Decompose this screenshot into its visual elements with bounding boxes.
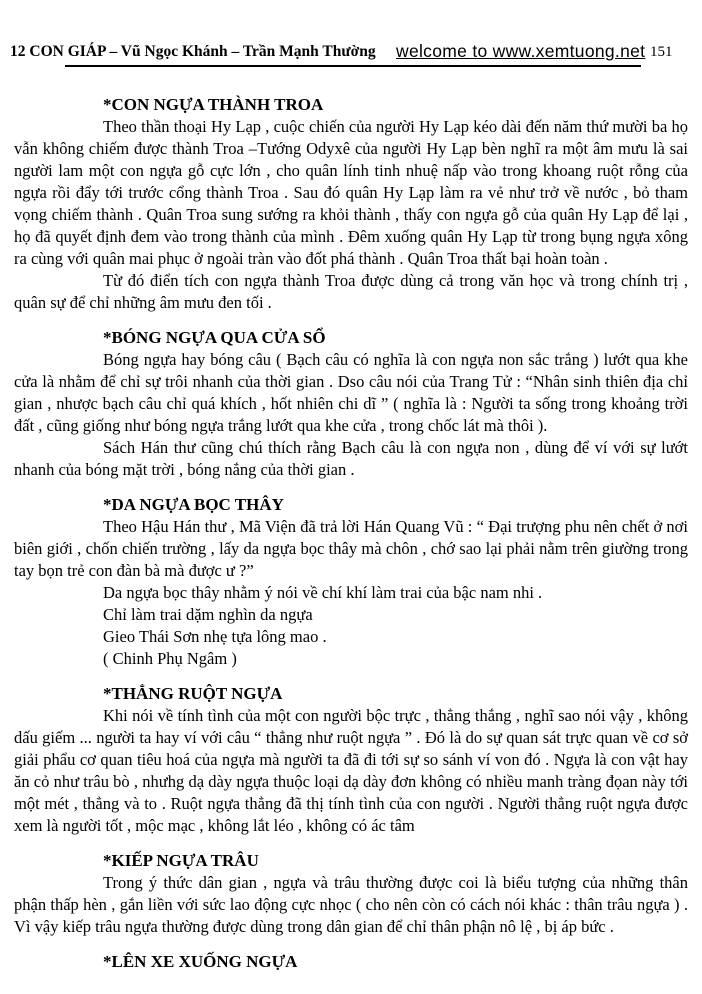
section-title: *BÓNG NGỰA QUA CỬA SỔ bbox=[103, 328, 326, 347]
paragraph: Khi nói về tính tình của một con người bộc trực , thẳng thắng , nghĩ sao nói vậy , không dấu giếm ... người ta hay ví với câu “ thẳng như ruột ngựa ” . Đó là do sự quan sát trực quan về cơ sở giải phẩu cơ quan tiêu hoá của ngựa mà người ta đã đi tới sự so sánh ví von đó . Ngựa là con vật hay ăn cỏ như trâu bò , nhưhg dạ dày ngựa thuộc loại dạ dày đơn không có nhiều manh tràng đọan này tới một mét , thẳng và to . Ruột ngựa thẳng đã thị tính tình của con người . Người thẳng ruột ngựa được xem là người tốt , mộc mạc , không lắt léo , không có ác tâm bbox=[14, 706, 688, 835]
paragraph: Bóng ngựa hay bóng câu ( Bạch câu có nghĩa là con ngựa non sắc trắng ) lướt qua khe cửa là nhằm để chỉ sự trôi nhanh của thời gian . Dso câu nói của Trang Tử : “Nhân sinh thiên địa chỉ gian , nhược bạch câu chỉ quá khích , hốt nhiên chi dĩ ” ( nghĩa là : Người ta sống trong khoảng trời đất , cũng giống như bóng ngựa trắng lướt qua khe cửa , trong chốc lát mà thôi ). bbox=[14, 350, 688, 435]
paragraph: Da ngựa bọc thây nhằm ý nói về chí khí làm trai của bậc nam nhi . bbox=[103, 583, 543, 602]
section-straight-gut bbox=[14, 683, 688, 837]
verse-attribution: ( Chinh Phụ Ngâm ) bbox=[103, 649, 237, 668]
paragraph: Theo thần thoại Hy Lạp , cuộc chiến của người Hy Lạp kéo dài đến năm thứ mười ba họ vẫn không chiếm được thành Troa –Tướng Odyxê của người Hy Lạp bèn nghĩ ra một âm mưu là sai người lam một con ngựa gỗ cực lớn , cho quân lính tinh nhuệ nấp vào trong khoang ruột rỗng của ngựa rồi đẩy tới trước cổng thành Troa . Sau đó quân Hy Lạp làm ra vẻ như trở về nước , bỏ tham vọng chiếm thành . Quân Troa sung sướng ra khỏi thành , thấy con ngựa gỗ của quân Hy Lạp để lại , họ đã quyết định đem vào trong thành của mình . Đêm xuống quân Hy Lạp từ trong bụng ngựa xông ra cùng với quân mai phục ở ngoài tràn vào đốt phá thành . Quân Troa thất bại hoàn toàn . bbox=[14, 117, 688, 268]
section-title: *KIẾP NGỰA TRÂU bbox=[103, 851, 259, 870]
section-title: *CON NGỰA THÀNH TROA bbox=[103, 95, 324, 114]
paragraph: Theo Hậu Hán thư , Mã Viện đã trả lời Hán Quang Vũ : “ Đại trượng phu nên chết ở nơi biên giới , chốn chiến trường , lấy da ngựa bọc thây mà chôn , chớ sao lại phải nằm trên giường trong tay bọn trẻ con đàn bà mà được ư ?” bbox=[14, 517, 688, 580]
paragraph: Trong ý thức dân gian , ngựa và trâu thường được coi là biểu tượng của những thân phận thấp hèn , gắn liền với sức lao động cực nhọc ( cho nên còn có cách nói khác : thân trâu ngựa ) . Vì vậy kiếp trâu ngựa thường được dùng trong dân gian để chỉ thân phận nô lệ , bị áp bức . bbox=[14, 873, 688, 936]
section-mount-dismount bbox=[14, 951, 688, 973]
section-title: *LÊN XE XUỐNG NGỰA bbox=[103, 952, 298, 971]
section-title: *THẲNG RUỘT NGỰA bbox=[103, 684, 283, 703]
section-horse-skin bbox=[14, 494, 688, 670]
paragraph: Từ đó điển tích con ngựa thành Troa được dùng cả trong văn học và trong chính trị , quân sự để chỉ những âm mưu đen tối . bbox=[14, 271, 688, 312]
verse-line: Gieo Thái Sơn nhẹ tựa lông mao . bbox=[103, 627, 327, 646]
header-page-number: 151 bbox=[650, 44, 673, 60]
section-title: *DA NGỰA BỌC THÂY bbox=[103, 495, 284, 514]
header-divider bbox=[65, 65, 641, 67]
section-trojan-horse bbox=[14, 94, 688, 314]
header-book-title: 12 CON GIÁP – Vũ Ngọc Khánh – Trần Mạnh Thường bbox=[10, 43, 376, 60]
section-horse-buffalo-fate bbox=[14, 850, 688, 938]
page-body bbox=[14, 94, 688, 973]
header-site-link[interactable]: welcome to www.xemtuong.net bbox=[396, 41, 646, 61]
section-horse-shadow bbox=[14, 327, 688, 481]
paragraph: Sách Hán thư cũng chú thích rằng Bạch câu là con ngựa non , dùng để ví với sự lướt nhanh của bóng mặt trời , bóng nắng của thời gian . bbox=[14, 438, 688, 479]
verse-line: Chỉ làm trai dặm nghìn da ngựa bbox=[103, 605, 313, 624]
